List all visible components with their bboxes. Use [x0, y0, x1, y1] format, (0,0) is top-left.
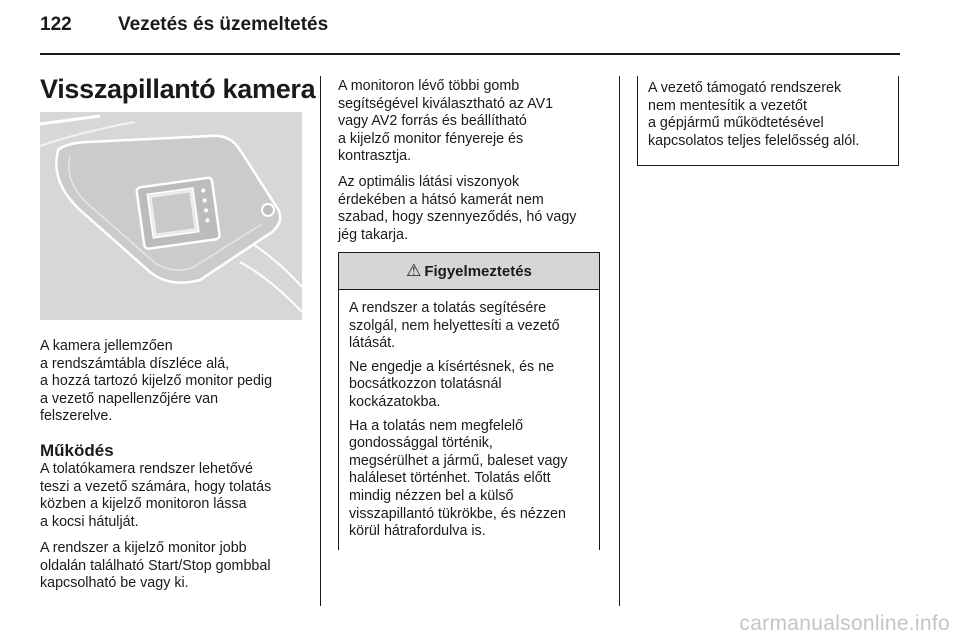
camera-intro-paragraph: A kamera jellemzően a rendszámtábla díszléce alá, a hozzá tartozó kijelző monitor pedig a vezető napellenzőjére van felszerelve.: [40, 338, 273, 425]
warning-paragraph-2: Ne engedje a kísértésnek, és ne bocsátkozzon tolatásnál kockázatokba.: [349, 358, 555, 410]
operation-paragraph: A tolatókamera rendszer lehetővé teszi a vezető számára, hogy tolatás közben a kijelző monitoron lássa a kocsi hátulját.: [40, 461, 272, 530]
warning-title: Figyelmeztetés: [424, 262, 532, 280]
start-stop-paragraph: A rendszer a kijelző monitor jobb oldalán található Start/Stop gombbal kapcsolható be vagy ki.: [40, 540, 271, 592]
operation-subheading: Működés: [40, 441, 114, 460]
sun-visor-monitor-illustration: [40, 112, 302, 320]
header-divider: [40, 53, 900, 55]
column-divider-1: [320, 76, 321, 606]
warning-paragraph-1: A rendszer a tolatás segítésére szolgál, nem helyettesíti a vezető látását.: [349, 300, 560, 352]
monitor-buttons-paragraph: A monitoron lévő többi gomb segítségével kiválasztható az AV1 vagy AV2 forrás és beállítható a kijelző monitor fényereje és kontrasztja.: [338, 78, 554, 165]
driver-assistance-note-box: A vezető támogató rendszerek nem mentesítik a vezetőt a gépjármű működtetésével kapcsolatos teljes felelősség alól.: [637, 76, 899, 166]
warning-box: [338, 252, 600, 550]
section-title: Visszapillantó kamera: [40, 74, 316, 104]
column-divider-2: [619, 76, 620, 606]
watermark: carmanualsonline.info: [739, 612, 950, 635]
warning-triangle-icon: ⚠: [406, 261, 422, 280]
page-number: 122: [40, 14, 72, 35]
warning-body: [339, 290, 599, 541]
camera-cleanliness-paragraph: Az optimális látási viszonyok érdekében a hátsó kamerát nem szabad, hogy szennyeződés, hó vagy jég takarja.: [338, 174, 577, 243]
warning-paragraph-3: Ha a tolatás nem megfelelő gondossággal történik, megsérülhet a jármű, baleset vagy haláleset történhet. Tolatás előtt mindig nézzen bel a külső visszapillantó tükrökbe, és nézzen körül hátrafordulva is.: [349, 417, 568, 540]
warning-header: [339, 253, 599, 290]
header-title: Vezetés és üzemeltetés: [118, 14, 329, 35]
